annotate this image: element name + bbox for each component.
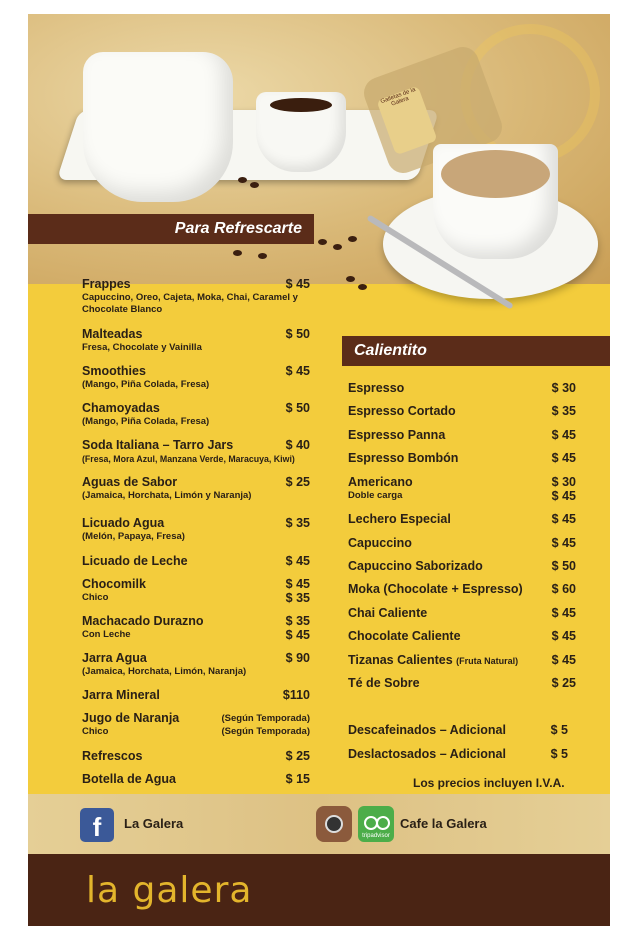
menu-item xyxy=(348,629,576,644)
item-name: Moka (Chocolate + Espresso) xyxy=(348,582,523,596)
social-footer xyxy=(28,794,610,854)
coffee-bean xyxy=(233,250,242,256)
menu-item xyxy=(82,516,310,543)
cookie-bag-label: Galletas de la Galera xyxy=(376,86,437,156)
menu-item xyxy=(82,364,310,391)
item-name: Chamoyadas xyxy=(82,401,160,415)
item-name: Soda Italiana – Tarro Jars xyxy=(82,438,234,452)
item-name: Jarra Mineral xyxy=(82,688,160,702)
coffee-bean xyxy=(238,177,247,183)
item-price: $ 25 xyxy=(285,749,310,763)
menu-item xyxy=(82,711,310,738)
menu-item xyxy=(82,401,310,428)
item-desc-price: $ 35 xyxy=(285,591,310,605)
item-name: Té de Sobre xyxy=(348,676,420,690)
item-price: $ 35 xyxy=(285,516,310,530)
item-price: $ 45 xyxy=(551,536,576,550)
menu-item xyxy=(348,606,576,621)
coffee-bean xyxy=(348,236,357,242)
tripadvisor-eye-right xyxy=(376,816,390,830)
item-price: $ 25 xyxy=(285,475,310,489)
item-desc: (Fresa, Mora Azul, Manzana Verde, Maracuya, Kiwi) xyxy=(82,454,295,464)
creamer-image xyxy=(256,92,346,172)
item-name: Espresso xyxy=(348,381,405,395)
menu-item xyxy=(348,404,576,419)
facebook-icon[interactable]: f xyxy=(80,808,114,842)
item-price: $ 50 xyxy=(285,327,310,341)
item-desc: Chico xyxy=(82,592,109,603)
item-price: $ 45 xyxy=(551,629,576,643)
menu-item xyxy=(348,475,576,502)
coffee-bean xyxy=(318,239,327,245)
item-desc-price: (Según Temporada) xyxy=(221,726,310,737)
item-name: Smoothies xyxy=(82,364,146,378)
section-header-calientito: Calientito xyxy=(342,336,610,366)
item-price: $ 45 xyxy=(551,606,576,620)
instagram-label[interactable]: Cafe la Galera xyxy=(400,816,487,831)
item-price: $ 45 xyxy=(551,653,576,667)
item-desc: Capuccino, Oreo, Cajeta, Moka, Chai, Caramel y Chocolate Blanco xyxy=(82,292,298,315)
item-price: $ 50 xyxy=(285,401,310,415)
menu-item xyxy=(348,747,576,762)
item-price: $ 45 xyxy=(551,451,576,465)
item-desc: (Jamaica, Horchata, Limón y Naranja) xyxy=(82,490,252,501)
item-name: Tizanas Calientes xyxy=(348,653,453,667)
item-price: $ 35 xyxy=(551,404,576,418)
cup-image xyxy=(433,144,558,259)
item-name: Licuado Agua xyxy=(82,516,165,530)
item-name: Licuado de Leche xyxy=(82,554,188,568)
item-name-note: (Fruta Natural) xyxy=(456,656,519,666)
item-name: Espresso Cortado xyxy=(348,404,456,418)
tripadvisor-text: tripadvisor xyxy=(362,833,390,839)
menu-item xyxy=(82,438,310,465)
item-price: $ 90 xyxy=(285,651,310,665)
item-price: $ 45 xyxy=(551,428,576,442)
coffee-bean xyxy=(250,182,259,188)
item-name: Chai Caliente xyxy=(348,606,428,620)
item-name: Chocomilk xyxy=(82,577,146,591)
item-desc: Fresa, Chocolate y Vainilla xyxy=(82,342,202,353)
item-name: Frappes xyxy=(82,277,131,291)
item-desc: (Mango, Piña Colada, Fresa) xyxy=(82,379,210,390)
item-price: $ 30 xyxy=(551,475,576,489)
item-desc: Chico xyxy=(82,726,109,737)
item-price: $ 60 xyxy=(551,582,576,596)
item-name: Americano xyxy=(348,475,413,489)
item-name: Capuccino xyxy=(348,536,412,550)
menu-item xyxy=(348,723,576,738)
item-desc: (Mango, Piña Colada, Fresa) xyxy=(82,416,210,427)
item-price: $ 30 xyxy=(551,381,576,395)
item-price: $ 35 xyxy=(285,614,310,628)
item-price: $ 50 xyxy=(551,559,576,573)
item-price: $ 45 xyxy=(285,554,310,568)
item-name: Botella de Agua xyxy=(82,772,176,786)
item-desc-price: $ 45 xyxy=(285,628,310,642)
item-price: $ 5 xyxy=(550,747,568,761)
menu-item xyxy=(348,381,576,396)
menu-item xyxy=(82,749,310,764)
section-header-refrescarte: Para Refrescarte xyxy=(28,214,314,244)
coffee-bean xyxy=(333,244,342,250)
item-desc-price: $ 45 xyxy=(551,489,576,503)
menu-item xyxy=(348,676,576,691)
item-name: Espresso Panna xyxy=(348,428,446,442)
item-name: Refrescos xyxy=(82,749,143,763)
item-name: Aguas de Sabor xyxy=(82,475,178,489)
item-price: $ 45 xyxy=(551,512,576,526)
brand-logo: la galera xyxy=(86,870,253,911)
menu-item xyxy=(82,688,310,703)
item-name: Chocolate Caliente xyxy=(348,629,461,643)
tripadvisor-icon[interactable] xyxy=(358,806,394,842)
coffee-surface xyxy=(270,98,332,112)
instagram-lens xyxy=(325,815,343,833)
item-name: Machacado Durazno xyxy=(82,614,204,628)
item-name: Malteadas xyxy=(82,327,143,341)
instagram-icon[interactable] xyxy=(316,806,352,842)
menu-item xyxy=(348,428,576,443)
menu-item xyxy=(82,614,310,641)
tax-note: Los precios incluyen I.V.A. xyxy=(413,776,565,790)
menu-item xyxy=(348,451,576,466)
menu-item xyxy=(82,651,310,678)
item-name: Deslactosados – Adicional xyxy=(348,747,506,761)
pitcher-image xyxy=(83,52,233,202)
menu-item xyxy=(348,536,576,551)
menu-item xyxy=(82,772,310,787)
item-name: Capuccino Saborizado xyxy=(348,559,483,573)
menu-item xyxy=(82,327,310,354)
item-price: $ 45 xyxy=(285,577,310,591)
coffee-bean xyxy=(358,284,367,290)
coffee-bean xyxy=(258,253,267,259)
item-price: $ 5 xyxy=(550,723,568,737)
menu-item xyxy=(82,277,310,316)
item-name: Descafeinados – Adicional xyxy=(348,723,506,737)
menu-item xyxy=(82,475,310,502)
menu-item xyxy=(348,559,576,574)
item-price: $110 xyxy=(282,688,310,702)
item-price: $ 45 xyxy=(285,364,310,378)
item-price: $ 15 xyxy=(285,772,310,786)
item-desc: Doble carga xyxy=(348,490,403,501)
brand-bar xyxy=(28,854,610,926)
item-price: $ 40 xyxy=(285,438,310,452)
item-price: (Según Temporada) xyxy=(221,713,310,724)
menu-item xyxy=(82,577,310,604)
cup-foam xyxy=(441,150,550,198)
menu-item xyxy=(82,554,310,569)
item-price: $ 45 xyxy=(285,277,310,291)
item-price: $ 25 xyxy=(551,676,576,690)
item-name: Lechero Especial xyxy=(348,512,451,526)
coffee-bean xyxy=(346,276,355,282)
menu-page xyxy=(28,14,610,926)
menu-item xyxy=(348,653,576,669)
menu-item xyxy=(348,512,576,527)
menu-item xyxy=(348,582,576,597)
item-desc: (Jamaica, Horchata, Limón, Naranja) xyxy=(82,666,247,677)
item-desc: (Melón, Papaya, Fresa) xyxy=(82,531,185,542)
item-name: Jugo de Naranja xyxy=(82,711,180,725)
facebook-label[interactable]: La Galera xyxy=(124,816,184,831)
item-name: Jarra Agua xyxy=(82,651,147,665)
item-name: Espresso Bombón xyxy=(348,451,459,465)
item-desc: Con Leche xyxy=(82,629,131,640)
